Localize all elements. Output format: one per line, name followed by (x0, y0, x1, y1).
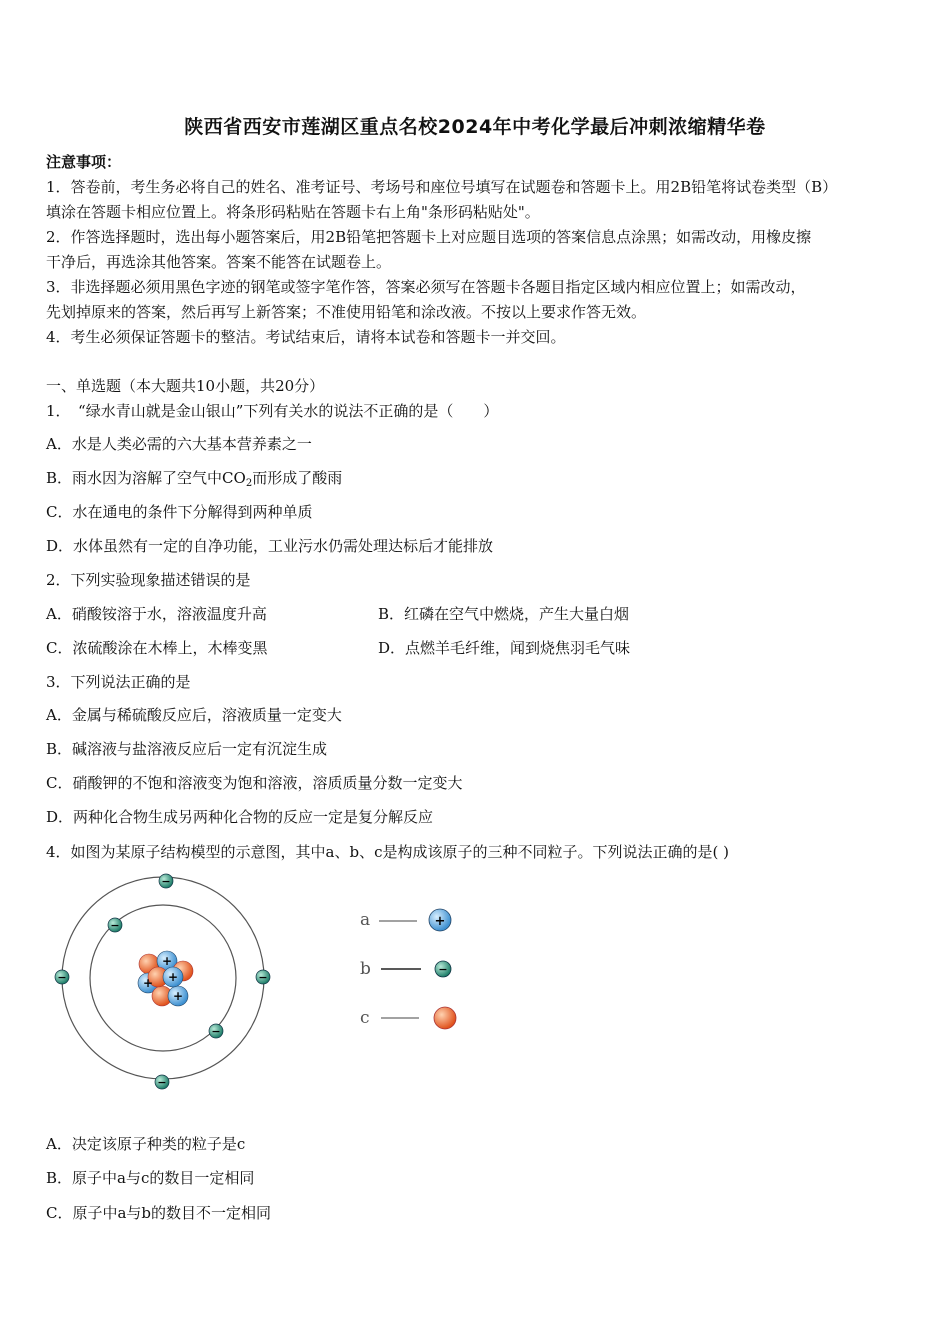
svg-text:+: + (172, 989, 184, 1003)
legend-label-b: b (360, 959, 371, 979)
option-b-text: B．雨水因为溶解了空气中CO (46, 469, 246, 487)
notice-line: 先划掉原来的答案，然后再写上新答案；不准使用铅笔和涂改液。不按以上要求作答无效。 (46, 303, 647, 321)
particle-legend (355, 900, 470, 1040)
question-1-option-c: C．水在通电的条件下分解得到两种单质 (46, 503, 313, 521)
question-3-option-d: D．两种化合物生成另两种化合物的反应一定是复分解反应 (46, 808, 434, 826)
question-3-option-c: C．硝酸钾的不饱和溶液变为饱和溶液，溶质质量分数一定变大 (46, 774, 463, 792)
nucleus (138, 951, 193, 1006)
svg-text:−: − (438, 963, 448, 976)
legend-label-a: a (360, 910, 371, 930)
option-b-text-end: 而形成了酸雨 (252, 469, 343, 487)
question-4-option-a: A．决定该原子种类的粒子是c (46, 1135, 246, 1153)
subscript: 2 (245, 478, 253, 489)
question-2-option-a: A．硝酸铵溶于水，溶液温度升高 (46, 605, 267, 623)
question-1-option-b (46, 468, 342, 494)
svg-text:+: + (161, 954, 173, 968)
svg-text:−: − (161, 875, 171, 888)
question-3-option-b: B．碱溶液与盐溶液反应后一定有沉淀生成 (46, 740, 328, 758)
svg-text:−: − (110, 919, 120, 932)
notice-line: 填涂在答题卡相应位置上。将条形码粘贴在答题卡右上角"条形码粘贴处"。 (46, 203, 540, 221)
legend-label-c: c (360, 1008, 370, 1028)
neutron-symbol (434, 1007, 456, 1029)
svg-text:−: − (258, 971, 268, 984)
section-heading: 一、单选题（本大题共10小题，共20分） (46, 377, 325, 395)
notice-line: 4．考生必须保证答题卡的整洁。考试结束后，请将本试卷和答题卡一并交回。 (46, 328, 566, 346)
svg-text:−: − (57, 971, 67, 984)
question-2-stem: 2．下列实验现象描述错误的是 (46, 571, 251, 589)
atom-model-diagram (40, 865, 290, 1100)
notice-line: 2．作答选择题时，选出每小题答案后，用2B铅笔把答题卡上对应题目选项的答案信息点涂黑；如需改动，用橡皮擦 (46, 228, 812, 246)
svg-text:+: + (167, 970, 179, 984)
svg-text:−: − (157, 1076, 167, 1089)
question-2-option-c: C．浓硫酸涂在木棒上，木棒变黑 (46, 639, 268, 657)
question-1-option-a: A．水是人类必需的六大基本营养素之一 (46, 435, 312, 453)
question-2-option-d: D．点燃羊毛纤维，闻到烧焦羽毛气味 (378, 639, 631, 657)
question-3-stem: 3．下列说法正确的是 (46, 673, 191, 691)
question-3-option-a: A．金属与稀硫酸反应后，溶液质量一定变大 (46, 706, 342, 724)
question-1-stem: 1． “绿水青山就是金山银山”下列有关水的说法不正确的是（ ） (46, 402, 499, 420)
svg-text:+: + (142, 976, 154, 990)
question-4-stem: 4．如图为某原子结构模型的示意图，其中a、b、c是构成该原子的三种不同粒子。下列说法正确的是( ) (46, 843, 729, 861)
notice-line: 1．答卷前，考生务必将自己的姓名、准考证号、考场号和座位号填写在试题卷和答题卡上。用2B铅笔将试卷类型（B） (46, 178, 838, 196)
svg-text:−: − (211, 1025, 221, 1038)
notice-line: 干净后，再选涂其他答案。答案不能答在试题卷上。 (46, 253, 392, 271)
question-1-option-d: D．水体虽然有一定的自净功能，工业污水仍需处理达标后才能排放 (46, 537, 494, 555)
svg-text:+: + (434, 914, 446, 929)
notice-line: 3．非选择题必须用黑色字迹的钢笔或签字笔作答，答案必须写在答题卡各题目指定区域内相应位置上；如需改动， (46, 278, 806, 296)
page-title: 陕西省西安市莲湖区重点名校2024年中考化学最后冲刺浓缩精华卷 (184, 116, 766, 138)
question-4-option-c: C．原子中a与b的数目不一定相同 (46, 1204, 272, 1222)
notice-heading: 注意事项： (46, 153, 122, 171)
question-4-option-b: B．原子中a与c的数目一定相同 (46, 1169, 255, 1187)
question-2-option-b: B．红磷在空气中燃烧，产生大量白烟 (378, 605, 630, 623)
